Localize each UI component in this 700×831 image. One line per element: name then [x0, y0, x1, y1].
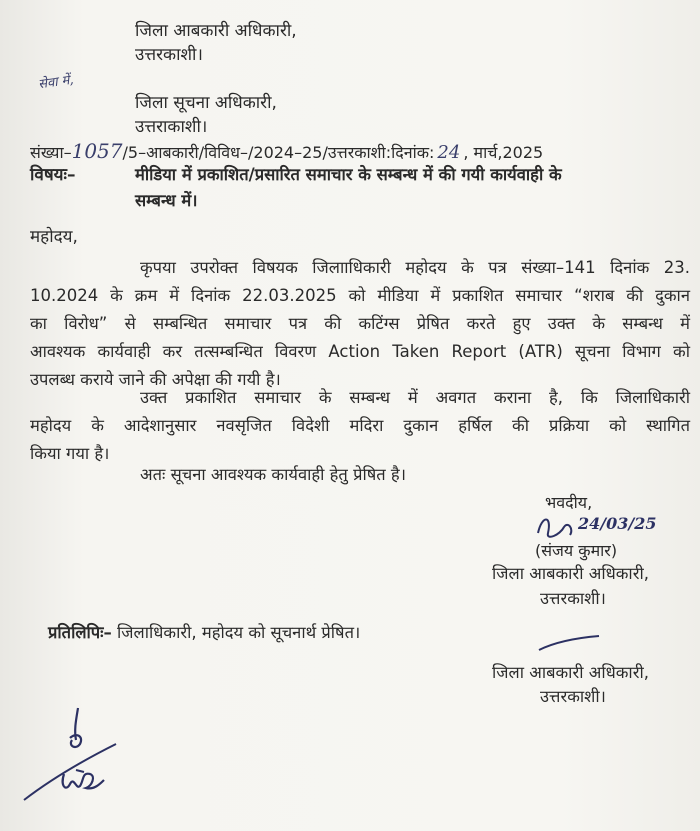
- reference-rest: /5–आबकारी/विविध–/2024–25/उत्तरकाशी:दिनांक:: [122, 143, 435, 162]
- subject-label: विषयः–: [30, 165, 76, 185]
- reference-month-year: , मार्च,2025: [463, 143, 544, 162]
- paragraph-1-line: का विरोध” से सम्बन्धित समाचार पत्र की कटिंग्स प्रेषित करते हुए उक्त के सम्बन्ध में: [30, 314, 690, 333]
- recipient-title: जिला सूचना अधिकारी,: [135, 93, 277, 113]
- closing-yours: भवदीय,: [545, 493, 593, 512]
- paragraph-3: अतः सूचना आवश्यक कार्यवाही हेतु प्रेषित है।: [140, 465, 406, 484]
- paragraph-1: [30, 254, 690, 394]
- reference-line: [30, 140, 543, 164]
- subject-line-1: मीडिया में प्रकाशित/प्रसारित समाचार के सम्बन्ध में की गयी कार्यवाही के: [135, 165, 562, 184]
- closing-title: जिला आबकारी अधिकारी,: [492, 564, 649, 583]
- closing-name: (संजय कुमार): [535, 541, 618, 560]
- paragraph-2-line: किया गया है।: [30, 444, 110, 463]
- copy-line: [48, 622, 360, 644]
- subject-line-2: सम्बन्ध में।: [135, 191, 198, 210]
- recipient-place: उत्तराकाशी।: [135, 117, 208, 137]
- sender-place: उत्तरकाशी।: [135, 45, 203, 65]
- paragraph-1-line: कृपया उपरोक्त विषयक जिलााधिकारी महोदय के पत्र संख्या–141 दिनांक 23.: [140, 258, 690, 277]
- signature-date: 24/03/25: [578, 514, 657, 533]
- initial-stroke: [535, 628, 605, 658]
- closing-place: उत्तरकाशी।: [540, 589, 606, 608]
- paragraph-1-line: आवश्यक कार्यवाही कर तत्सम्बन्धित विवरण Action Taken Report (ATR) सूचना विभाग को: [30, 342, 690, 361]
- paragraph-1-line: 10.2024 के क्रम में दिनांक 22.03.2025 को मीडिया में प्रकाशित समाचार “शराब की दुकान: [30, 286, 690, 305]
- sender-title: जिला आबकारी अधिकारी,: [135, 21, 297, 41]
- paragraph-2: [30, 384, 690, 468]
- paragraph-2-line: उक्त प्रकाशित समाचार के सम्बन्ध में अवगत कराना है, कि जिलाधिकारी: [140, 388, 690, 407]
- paragraph-1-line: उपलब्ध कराये जाने की अपेक्षा की गयी है।: [30, 370, 281, 389]
- copy-label: प्रतिलिपिः–: [48, 623, 112, 642]
- reference-number: 1057: [71, 139, 123, 163]
- to-label: सेवा में,: [37, 72, 75, 93]
- closing2-place: उत्तरकाशी।: [540, 687, 606, 706]
- reference-prefix: संख्या–: [30, 143, 72, 162]
- copy-text: जिलाधिकारी, महोदय को सूचनार्थ प्रेषित।: [117, 623, 361, 642]
- closing2-title: जिला आबकारी अधिकारी,: [492, 663, 649, 682]
- reference-day: 24: [437, 142, 461, 163]
- salutation: महोदय,: [30, 227, 78, 247]
- handwritten-initials: [20, 700, 140, 815]
- paragraph-2-line: महोदय के आदेशानुसार नवसृजित विदेशी मदिरा दुकान हर्षिल की प्रक्रिया को स्थागित: [30, 416, 690, 435]
